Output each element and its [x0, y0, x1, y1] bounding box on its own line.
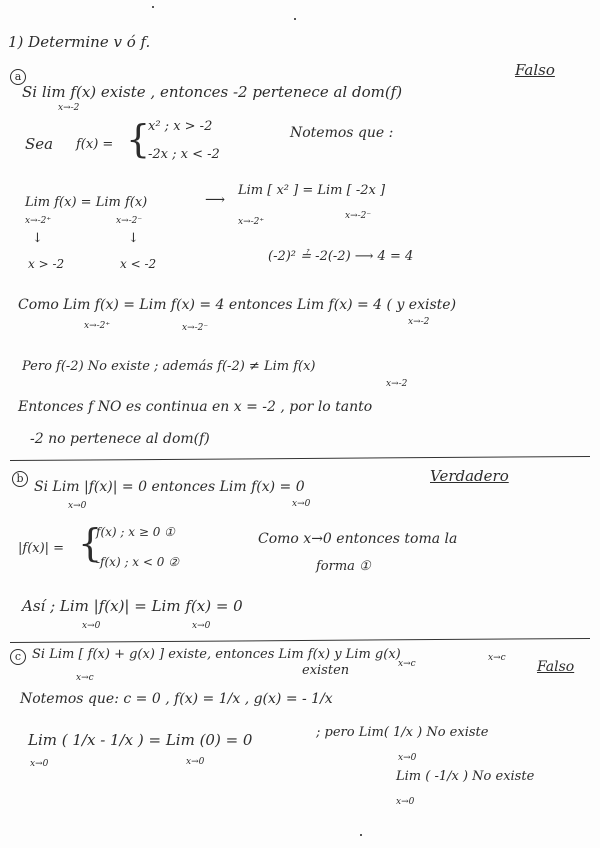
pero-sub-a: x→-2	[386, 379, 408, 389]
condition-right: x > -2	[28, 257, 65, 271]
limit-square-sub-left: x→-2⁺	[238, 217, 265, 227]
notemos-line-c: Notemos que: c = 0 , f(x) = 1/x , g(x) = - 1/x	[20, 691, 333, 707]
asi-sub-2: x→0	[192, 621, 211, 631]
divider-a-b	[10, 456, 590, 461]
limit-sum-sub-1: x→0	[30, 759, 49, 769]
part-c-statement: Si Lim [ f(x) + g(x) ] existe, entonces Lim f(x) y Lim g(x)	[32, 647, 401, 662]
part-c-verdict: Falso	[537, 659, 575, 675]
conclusion-line-2: -2 no pertenece al dom(f)	[30, 431, 210, 447]
scan-speck	[360, 834, 362, 836]
como-sub-2: x→-2⁻	[182, 323, 209, 333]
notemos-que-a: Notemos que :	[290, 125, 394, 141]
scan-speck	[294, 18, 296, 20]
circled-letter-c: c	[10, 649, 26, 665]
part-c-sub-3: x→c	[488, 653, 506, 663]
part-c-sub-1: x→c	[76, 673, 94, 683]
limit-square-line: Lim [ x² ] = Lim [ -2x ]	[238, 183, 386, 198]
lateral-limit-sub-left: x→-2⁻	[116, 216, 143, 226]
evaluation-line: (-2)² ≟ -2(-2) ⟶ 4 = 4	[268, 249, 414, 264]
como-sub-1: x→-2⁺	[84, 321, 111, 331]
piecewise-brace-b: {	[78, 521, 103, 565]
f-case-1: x² ; x > -2	[148, 119, 213, 134]
abs-case-1: f(x) ; x ≥ 0 ①	[96, 525, 175, 539]
part-b-sub-1: x→0	[68, 501, 87, 511]
part-a-statement-sub: x→-2	[58, 103, 80, 113]
circled-letter-a: a	[10, 69, 26, 85]
lateral-limit-sub-right: x→-2⁺	[25, 216, 52, 226]
part-a-verdict: Falso	[515, 61, 555, 79]
conclusion-line-1: Entonces f NO es continua en x = -2 , por lo tanto	[18, 399, 373, 415]
asi-line: Así ; Lim |f(x)| = Lim f(x) = 0	[22, 597, 243, 615]
como-line-b: Como x→0 entonces toma la	[258, 531, 458, 547]
sea-label: Sea	[25, 135, 54, 153]
pero-line-a: Pero f(-2) No existe ; además f(-2) ≠ Lim f(x)	[22, 359, 316, 374]
part-a-statement: Si lim f(x) existe , entonces -2 pertenece al dom(f)	[22, 83, 403, 101]
f-definition-label: f(x) =	[76, 137, 114, 152]
pero-sub-c: x→0	[398, 753, 417, 763]
part-b-label	[12, 470, 34, 487]
forma-line: forma ①	[316, 559, 371, 574]
abs-case-2: -f(x) ; x < 0 ②	[96, 555, 179, 569]
condition-left: x < -2	[120, 257, 157, 271]
part-b-verdict: Verdadero	[430, 467, 509, 485]
pero2-line-c: Lim ( -1/x ) No existe	[396, 769, 535, 784]
como-sub-3: x→-2	[408, 317, 430, 327]
part-b-sub-2: x→0	[292, 499, 311, 509]
page-title: 1) Determine v ó f.	[8, 33, 151, 51]
lateral-limits-line: Lim f(x) = Lim f(x)	[25, 195, 148, 210]
limit-sum-sub-2: x→0	[186, 757, 205, 767]
piecewise-brace-a: {	[126, 117, 151, 161]
existen-label: existen	[302, 663, 350, 678]
part-c-label	[10, 648, 32, 665]
limit-sum-line: Lim ( 1/x - 1/x ) = Lim (0) = 0	[28, 731, 253, 749]
como-line-a: Como Lim f(x) = Lim f(x) = 4 entonces Lim f(x) = 4 ( y existe)	[18, 297, 457, 313]
part-c-sub-2: x→c	[398, 659, 416, 669]
f-case-2: -2x ; x < -2	[148, 147, 220, 162]
scan-speck	[152, 6, 154, 8]
pero-line-c: ; pero Lim( 1/x ) No existe	[316, 725, 489, 740]
asi-sub-1: x→0	[82, 621, 101, 631]
circled-letter-b: b	[12, 471, 28, 487]
implies-arrow-a: ⟶	[205, 192, 226, 208]
part-b-statement: Si Lim |f(x)| = 0 entonces Lim f(x) = 0	[34, 479, 305, 495]
down-arrow-icon: ↓	[32, 231, 43, 246]
pero2-sub-c: x→0	[396, 797, 415, 807]
limit-square-sub-right: x→-2⁻	[345, 211, 372, 221]
divider-b-c	[10, 638, 590, 643]
abs-definition-label: |f(x)| =	[18, 541, 65, 556]
down-arrow-icon: ↓	[128, 231, 139, 246]
